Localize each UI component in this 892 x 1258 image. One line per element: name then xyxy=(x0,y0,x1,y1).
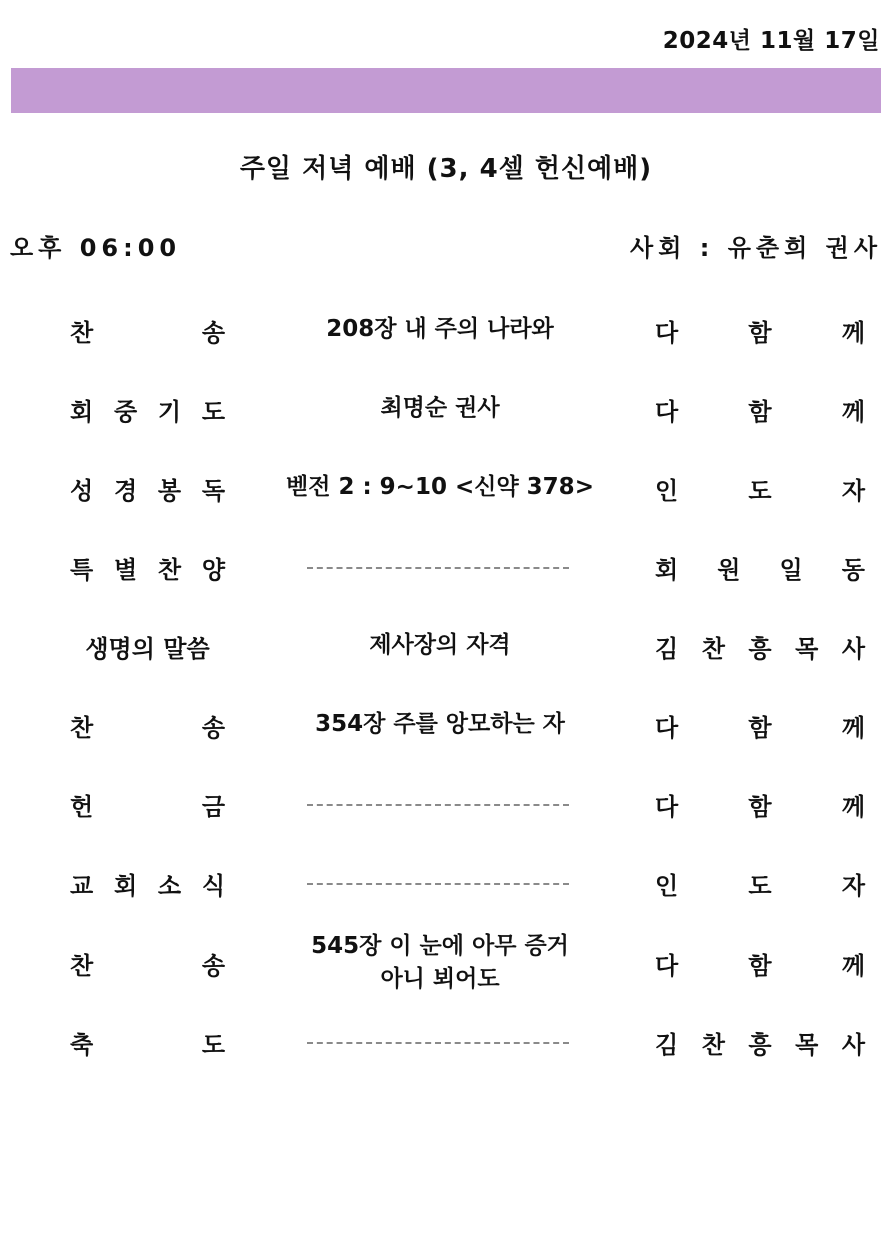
service-title: 주일 저녁 예배 (3, 4셀 헌신예배) xyxy=(239,154,653,184)
order-item-content: 제사장의 자격 xyxy=(369,632,511,659)
glyph: 교 xyxy=(70,871,94,900)
order-item-by xyxy=(655,932,865,994)
order-item-by xyxy=(655,300,865,360)
order-item-name xyxy=(70,853,225,913)
glyph: 독 xyxy=(201,476,225,505)
glyph: 회 xyxy=(655,555,679,584)
bulletin-date: 2024년 11월 17일 xyxy=(662,28,880,54)
glyph: 소 xyxy=(157,871,182,900)
glyph: 다 xyxy=(655,951,679,980)
glyph: 인 xyxy=(655,871,679,900)
glyph: 다 xyxy=(655,792,679,821)
glyph: 도 xyxy=(748,476,772,505)
order-item-name xyxy=(70,458,225,518)
order-item-by xyxy=(655,853,865,913)
glyph: 찬 xyxy=(70,713,94,742)
glyph: 일 xyxy=(779,555,803,584)
order-row-prayer xyxy=(0,379,892,439)
order-row-benediction xyxy=(0,1012,892,1072)
glyph: 별 xyxy=(113,555,138,584)
glyph: 함 xyxy=(748,792,772,821)
order-row-sermon xyxy=(0,616,892,676)
glyph: 함 xyxy=(748,397,772,426)
glyph: 함 xyxy=(748,713,772,742)
glyph: 중 xyxy=(113,397,138,426)
glyph: 사 xyxy=(841,634,865,663)
glyph: 흥 xyxy=(748,1030,772,1059)
order-item-by xyxy=(655,1012,865,1072)
glyph: 찬 xyxy=(701,1030,725,1059)
glyph: 함 xyxy=(748,318,772,347)
glyph: 다 xyxy=(655,713,679,742)
order-item-content: 벧전 2 : 9~10 <신약 378> xyxy=(286,474,594,501)
glyph: 특 xyxy=(70,555,94,584)
glyph: 도 xyxy=(201,397,225,426)
empty-content-dash xyxy=(307,883,569,885)
order-item-name xyxy=(70,932,225,994)
order-row-scripture xyxy=(0,458,892,518)
service-time: 오후 06:00 xyxy=(10,234,182,262)
order-item-content: 208장 내 주의 나라와 xyxy=(326,316,554,343)
glyph: 께 xyxy=(841,318,865,347)
glyph: 목 xyxy=(795,634,819,663)
order-row-special-music xyxy=(0,537,892,597)
glyph: 식 xyxy=(201,871,225,900)
glyph: 회 xyxy=(113,871,138,900)
glyph: 자 xyxy=(841,476,865,505)
order-item-name: 생명의 말씀 xyxy=(85,634,210,663)
glyph: 다 xyxy=(655,397,679,426)
glyph: 찬 xyxy=(70,951,94,980)
glyph: 김 xyxy=(655,634,679,663)
glyph: 양 xyxy=(201,555,225,584)
order-row-announcements xyxy=(0,853,892,913)
glyph: 경 xyxy=(113,476,138,505)
order-item-content xyxy=(240,932,640,994)
glyph: 원 xyxy=(717,555,741,584)
glyph: 목 xyxy=(795,1030,819,1059)
glyph: 찬 xyxy=(701,634,725,663)
empty-content-dash xyxy=(307,567,569,569)
order-item-name xyxy=(70,774,225,834)
glyph: 자 xyxy=(841,871,865,900)
order-item-by xyxy=(655,537,865,597)
glyph: 송 xyxy=(201,951,225,980)
order-row-hymn-2 xyxy=(0,695,892,755)
order-item-by xyxy=(655,616,865,676)
order-item-content: 최명순 권사 xyxy=(380,395,500,422)
glyph: 도 xyxy=(748,871,772,900)
glyph: 송 xyxy=(201,713,225,742)
glyph: 찬 xyxy=(157,555,182,584)
header-band xyxy=(11,68,881,113)
glyph: 성 xyxy=(70,476,94,505)
glyph: 께 xyxy=(841,397,865,426)
order-item-by xyxy=(655,695,865,755)
order-item-name xyxy=(70,695,225,755)
order-item-content: 354장 주를 앙모하는 자 xyxy=(315,711,565,738)
glyph: 회 xyxy=(70,397,94,426)
order-row-offering xyxy=(0,774,892,834)
glyph: 김 xyxy=(655,1030,679,1059)
order-item-content-line-1: 545장 이 눈에 아무 증거 xyxy=(311,932,569,959)
glyph: 축 xyxy=(70,1030,94,1059)
glyph: 께 xyxy=(841,951,865,980)
service-leader: 사회 : 유춘희 권사 xyxy=(630,234,882,262)
order-item-name xyxy=(70,537,225,597)
empty-content-dash xyxy=(307,1042,569,1044)
glyph: 흥 xyxy=(748,634,772,663)
glyph: 께 xyxy=(841,713,865,742)
glyph: 송 xyxy=(201,318,225,347)
glyph: 찬 xyxy=(70,318,94,347)
glyph: 함 xyxy=(748,951,772,980)
order-row-hymn-3 xyxy=(0,932,892,994)
order-item-by xyxy=(655,458,865,518)
order-item-by xyxy=(655,774,865,834)
glyph: 헌 xyxy=(70,792,94,821)
order-item-name xyxy=(70,300,225,360)
empty-content-dash xyxy=(307,804,569,806)
glyph: 봉 xyxy=(157,476,182,505)
glyph: 기 xyxy=(157,397,182,426)
order-item-name xyxy=(70,1012,225,1072)
glyph: 도 xyxy=(201,1030,225,1059)
glyph: 사 xyxy=(841,1030,865,1059)
glyph: 다 xyxy=(655,318,679,347)
glyph: 께 xyxy=(841,792,865,821)
glyph: 금 xyxy=(201,792,225,821)
order-item-by xyxy=(655,379,865,439)
order-item-content-line-2: 아니 뵈어도 xyxy=(380,966,500,992)
glyph: 인 xyxy=(655,476,679,505)
glyph: 동 xyxy=(841,555,865,584)
order-row-hymn-1 xyxy=(0,300,892,360)
order-item-name xyxy=(70,379,225,439)
